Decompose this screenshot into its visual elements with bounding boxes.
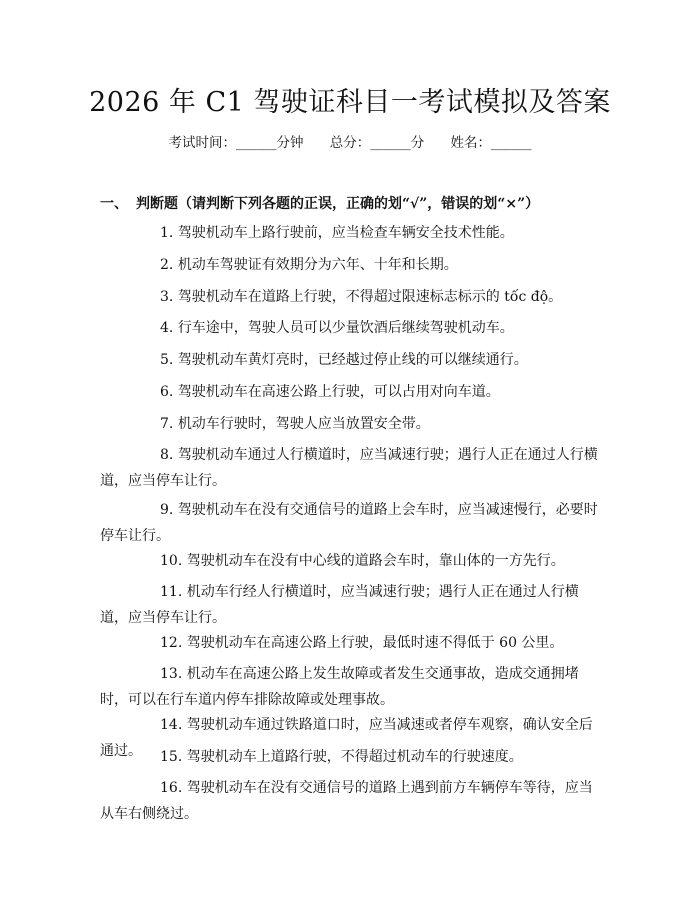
question-number: 10. — [160, 553, 183, 569]
question-item — [100, 379, 605, 405]
question-text: 驾驶机动车在没有交通信号的道路上遇到前方车辆停车等待，应当从车右侧绕过。 — [100, 780, 593, 822]
question-item — [100, 315, 605, 341]
question-number: 4. — [160, 320, 174, 336]
question-number: 16. — [160, 780, 183, 796]
question-item — [100, 775, 605, 827]
question-text: 行车途中，驾驶人员可以少量饮酒后继续驾驶机动车。 — [177, 320, 514, 336]
question-item — [100, 497, 605, 549]
question-text: 驾驶机动车在道路上行驶，不得超过限速标志标示的 tốc độ。 — [177, 289, 563, 305]
exam-title: 2026 年 C1 驾驶证科目一考试模拟及答案 — [89, 87, 611, 118]
question-text: 驾驶机动车通过人行横道时，应当减速行驶；遇行人正在通过人行横道，应当停车让行。 — [100, 447, 598, 489]
section-number: 一、 — [100, 196, 128, 212]
name-field: 姓名：______ — [450, 135, 532, 151]
question-number: 9. — [160, 502, 174, 518]
question-number: 8. — [160, 447, 174, 463]
question-item — [100, 744, 605, 770]
question-number: 5. — [160, 352, 174, 368]
question-item — [100, 548, 605, 574]
question-item — [100, 220, 605, 246]
question-number: 15. — [160, 749, 183, 765]
question-text: 驾驶机动车在高速公路上行驶，可以占用对向车道。 — [177, 384, 500, 400]
question-number: 6. — [160, 384, 174, 400]
exam-time-field: 考试时间：______分钟 — [168, 135, 304, 151]
question-item — [100, 630, 605, 656]
question-number: 1. — [160, 225, 174, 241]
section-title: 判断题（请判断下列各题的正误，正确的划“√”，错误的划“×”） — [136, 196, 540, 212]
question-item — [100, 579, 605, 631]
section-heading — [100, 193, 539, 213]
question-item — [100, 411, 605, 437]
question-text: 驾驶机动车上道路行驶，不得超过机动车的行驶速度。 — [186, 749, 523, 765]
question-text: 机动车在高速公路上发生故障或者发生交通事故，造成交通拥堵时，可以在行车道内停车排除故障或处理事故。 — [100, 666, 579, 708]
question-text: 机动车驾驶证有效期分为六年、十年和长期。 — [177, 257, 458, 273]
question-item — [100, 284, 605, 310]
question-text: 驾驶机动车在没有交通信号的道路上会车时，应当减速慢行，必要时停车让行。 — [100, 502, 598, 544]
question-number: 12. — [160, 635, 183, 651]
question-item — [100, 347, 605, 373]
question-number: 14. — [160, 717, 183, 733]
question-item — [100, 252, 605, 278]
exam-info-line — [0, 131, 700, 151]
question-number: 11. — [160, 584, 183, 600]
question-item — [100, 661, 605, 713]
question-text: 驾驶机动车通过铁路道口时，应当减速或者停车观察，确认安全后通过。 — [100, 717, 593, 759]
question-item — [100, 442, 605, 494]
total-score-field: 总分：______分 — [329, 135, 425, 151]
question-number: 2. — [160, 257, 174, 273]
question-text: 驾驶机动车在高速公路上行驶，最低时速不得低于 60 公里。 — [186, 635, 564, 651]
question-number: 7. — [160, 416, 174, 432]
question-text: 机动车行经人行横道时，应当减速行驶；遇行人正在通过人行横道，应当停车让行。 — [100, 584, 579, 626]
question-text: 驾驶机动车黄灯亮时，已经越过停止线的可以继续通行。 — [177, 352, 528, 368]
question-text: 驾驶机动车在没有中心线的道路会车时，靠山体的一方先行。 — [186, 553, 565, 569]
question-number: 3. — [160, 289, 174, 305]
question-text: 机动车行驶时，驾驶人应当放置安全带。 — [177, 416, 430, 432]
question-text: 驾驶机动车上路行驶前，应当检查车辆安全技术性能。 — [177, 225, 514, 241]
question-number: 13. — [160, 666, 183, 682]
